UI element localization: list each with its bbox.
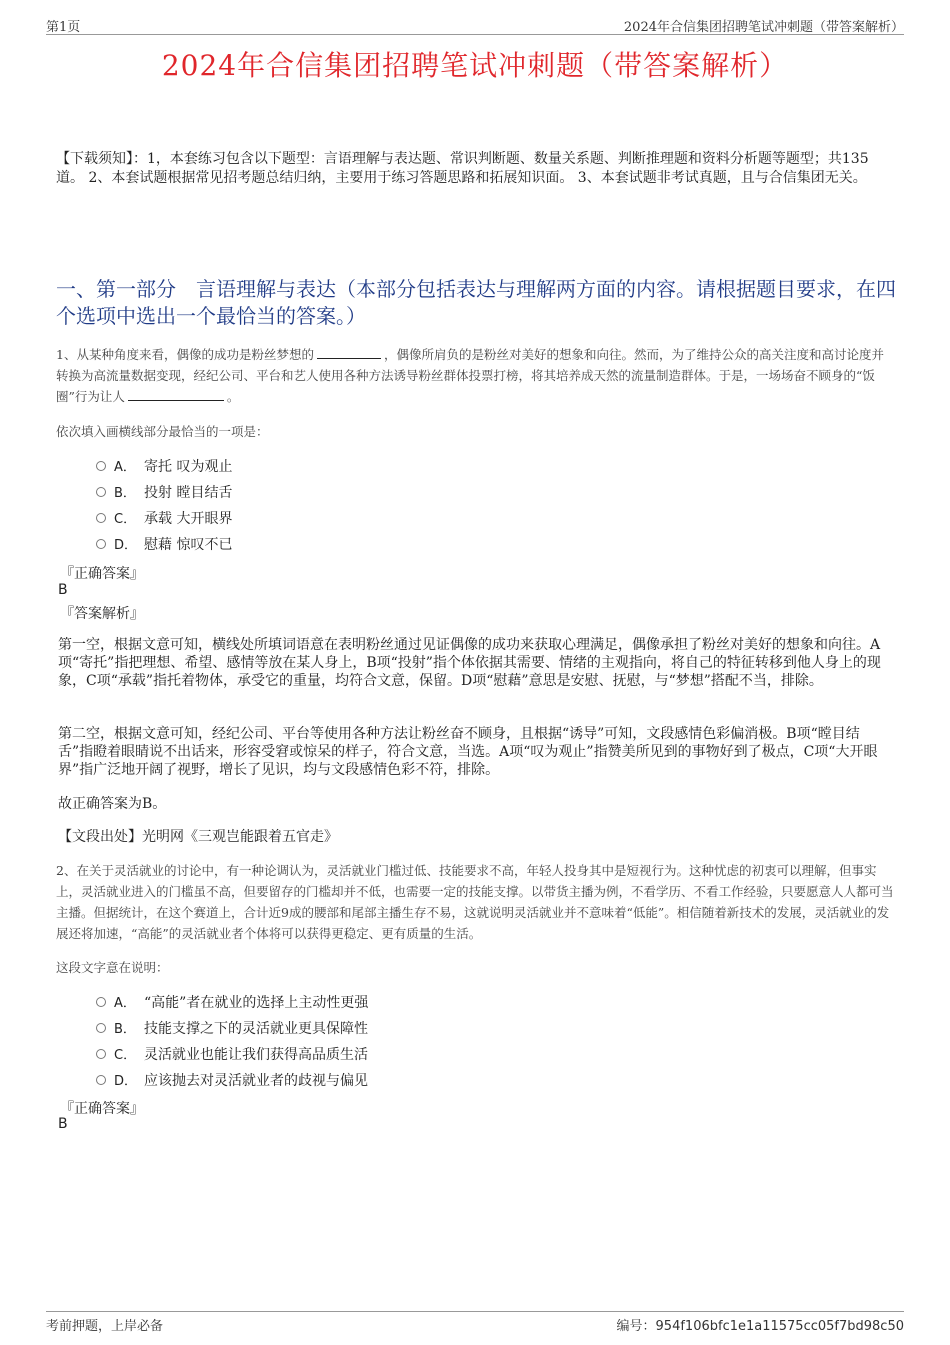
radio-icon[interactable] [96,1049,106,1059]
section-heading: 一、第一部分 言语理解与表达（本部分包括表达与理解两方面的内容。请根据题目要求，在四个选项中选出一个最恰当的答案。） [56,277,896,328]
page-number: 第1页 [46,20,81,35]
q1-source: 【文段出处】光明网《三观岂能跟着五官走》 [58,829,338,845]
question-1-stem: 1、从某种角度来看，偶像的成功是粉丝梦想的 ，偶像所肩负的是粉丝对美好的想象和向往。然而，为了维持公众的高关注度和高讨论度并转换为高流量数据变现，经纪公司、平台和艺人使用各种方法诱导粉丝群体投票打榜，将其培养成天然的流量制造群体。于是，一场场奋不顾身的“饭圈”行为让人 。 [56,347,884,404]
blank-1 [317,346,381,359]
q2-answer-label: 『正确答案』 [60,1101,144,1117]
q1-option-a[interactable]: A． 寄托 叹为观止 [96,456,232,476]
radio-icon[interactable] [96,1023,106,1033]
header-doc-title: 2024年合信集团招聘笔试冲刺题（带答案解析） [623,20,904,35]
page-header [46,14,904,35]
q1-analysis-paragraph-2: 第二空，根据文意可知，经纪公司、平台等使用各种方法让粉丝奋不顾身，且根据“诱导”可知，文段感情色彩偏消极。B项“瞠目结舌”指瞪着眼睛说不出话来，形容受窘或惊呆的样子，符合文意，当选。A项“叹为观止”指赞美所见到的事物好到了极点，C项“大开眼界”指广泛地开阔了视野，增长了见识，均与文段感情色彩不符，排除。 [58,726,878,778]
footer-code: 编号：954f106bfc1e1a11575cc05f7bd98c50 [616,1319,904,1334]
blank-2 [128,388,224,401]
radio-icon[interactable] [96,997,106,1007]
q1-answer: B [58,582,68,598]
page-footer [46,1311,904,1334]
q1-conclusion: 故正确答案为B。 [58,796,167,812]
q2-answer: B [58,1116,68,1132]
q1-analysis-label: 『答案解析』 [60,606,144,622]
q1-option-d[interactable]: D． 慰藉 惊叹不已 [96,534,232,554]
q2-option-a[interactable]: A． “高能”者在就业的选择上主动性更强 [96,992,368,1012]
q1-answer-label: 『正确答案』 [60,566,144,582]
radio-icon[interactable] [96,461,106,471]
footer-slogan: 考前押题，上岸必备 [46,1319,164,1334]
radio-icon[interactable] [96,539,106,549]
q2-option-d[interactable]: D． 应该抛去对灵活就业者的歧视与偏见 [96,1070,368,1090]
q1-analysis-paragraph-1: 第一空，根据文意可知，横线处所填词语意在表明粉丝通过见证偶像的成功来获取心理满足，偶像承担了粉丝对美好的想象和向往。A项“寄托”指把理想、希望、感情等放在某人身上，B项“投射”指个体依据其需要、情绪的主观指向，将自己的特征转移到他人身上的现象，C项“承载”指托着物体，承受它的重量，均符合文意，保留。D项“慰藉”意思是安慰、抚慰，与“梦想”搭配不当，排除。 [58,637,881,689]
question-2-prompt: 这段文字意在说明： [56,960,169,975]
question-1-prompt: 依次填入画横线部分最恰当的一项是： [56,424,269,439]
question-2-stem: 2、在关于灵活就业的讨论中，有一种论调认为，灵活就业门槛过低、技能要求不高，年轻人投身其中是短视行为。这种忧虑的初衷可以理解，但事实上，灵活就业进入的门槛虽不高，但要留存的门槛却并不低，也需要一定的技能支撑。以带货主播为例，不看学历、不看工作经验，只要愿意人人都可当主播。但据统计，在这个赛道上，合计近9成的腰部和尾部主播生存不易，这就说明灵活就业并不意味着“低能”。相信随着新技术的发展，灵活就业的发展还将加速，“高能”的灵活就业者个体将可以获得更稳定、更有质量的生活。 [56,863,894,941]
q1-option-b[interactable]: B． 投射 瞠目结舌 [96,482,232,502]
download-notice: 【下载须知】：1，本套练习包含以下题型：言语理解与表达题、常识判断题、数量关系题、判断推理题和资料分析题等题型；共135道。 2、本套试题根据常见招考题总结归纳，主要用于练习答题思路和拓展知识面。 3、本套试题非考试真题，且与合信集团无关。 [56,151,869,186]
q2-option-c[interactable]: C． 灵活就业也能让我们获得高品质生活 [96,1044,368,1064]
q1-option-c[interactable]: C． 承载 大开眼界 [96,508,232,528]
q2-option-b[interactable]: B． 技能支撑之下的灵活就业更具保障性 [96,1018,368,1038]
radio-icon[interactable] [96,513,106,523]
document-title: 2024年合信集团招聘笔试冲刺题（带答案解析） [161,49,789,82]
radio-icon[interactable] [96,1075,106,1085]
radio-icon[interactable] [96,487,106,497]
